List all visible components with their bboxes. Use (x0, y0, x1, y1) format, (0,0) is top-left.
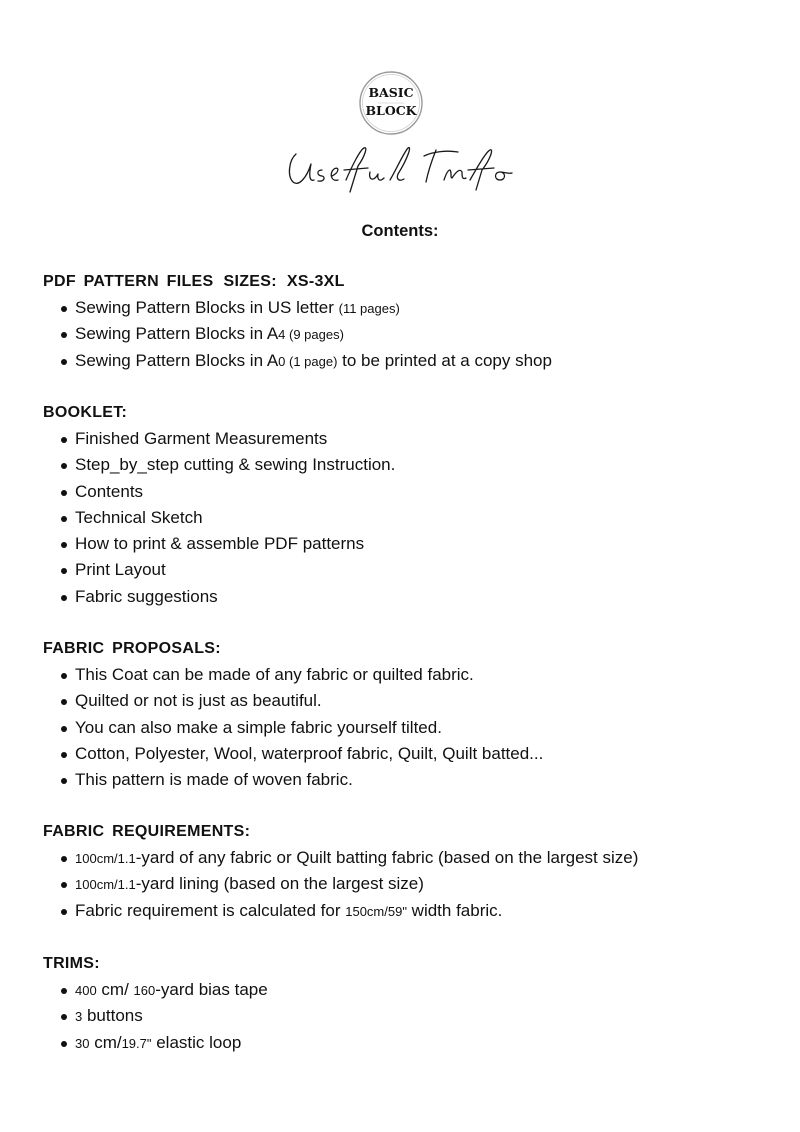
section-title: FABRIC PROPOSALS: (43, 640, 221, 657)
section-title: FABRIC REQUIREMENTS: (43, 823, 251, 840)
logo-line2: BLOCK (365, 103, 417, 118)
page-title (0, 142, 800, 194)
list-item: Cotton, Polyester, Wool, waterproof fabric, Quilt, Quilt batted... (43, 741, 783, 767)
section-pdf-pattern-files (43, 269, 783, 374)
section-fabric-requirements (43, 819, 783, 924)
useful-info-script (0, 142, 800, 194)
list-item: Sewing Pattern Blocks in A0 (1 page) to be printed at a copy shop (43, 348, 783, 374)
trims-list (43, 977, 783, 1056)
list-item: How to print & assemble PDF patterns (43, 531, 783, 557)
booklet-list (43, 426, 783, 610)
pdf-files-list (43, 295, 783, 374)
list-item: Technical Sketch (43, 505, 783, 531)
sizes-label: SIZES: (223, 273, 277, 290)
logo-badge-icon (358, 70, 424, 136)
section-booklet (43, 400, 783, 610)
list-item: 100cm/1.1-yard lining (based on the largest size) (43, 871, 783, 897)
list-item: 3 buttons (43, 1003, 783, 1029)
section-title: BOOKLET: (43, 404, 128, 421)
list-item: Step_by_step cutting & sewing Instruction. (43, 452, 783, 478)
list-item: 30 cm/19.7" elastic loop (43, 1030, 783, 1056)
section-trims (43, 951, 783, 1056)
contents-heading: Contents: (361, 222, 439, 240)
list-item: Fabric suggestions (43, 584, 783, 610)
brand-logo (358, 70, 424, 136)
sizes-value: XS-3XL (286, 273, 345, 290)
list-item: Quilted or not is just as beautiful. (43, 688, 783, 714)
section-title-text: PDF PATTERN FILES (43, 273, 214, 290)
list-item: This Coat can be made of any fabric or quilted fabric. (43, 662, 783, 688)
list-item: 400 cm/ 160-yard bias tape (43, 977, 783, 1003)
list-item: Contents (43, 479, 783, 505)
list-item: You can also make a simple fabric yourself tilted. (43, 715, 783, 741)
list-item: Print Layout (43, 557, 783, 583)
list-item: Finished Garment Measurements (43, 426, 783, 452)
list-item: Sewing Pattern Blocks in US letter (11 pages) (43, 295, 783, 321)
fabric-proposals-list (43, 662, 783, 793)
logo-line1: BASIC (368, 85, 414, 100)
section-title: TRIMS: (43, 955, 100, 972)
list-item: Sewing Pattern Blocks in A4 (9 pages) (43, 321, 783, 347)
list-item: 100cm/1.1-yard of any fabric or Quilt batting fabric (based on the largest size) (43, 845, 783, 871)
list-item: This pattern is made of woven fabric. (43, 767, 783, 793)
section-fabric-proposals (43, 636, 783, 793)
fabric-requirements-list (43, 845, 783, 924)
section-title (43, 269, 783, 295)
list-item: Fabric requirement is calculated for 150cm/59" width fabric. (43, 898, 783, 924)
